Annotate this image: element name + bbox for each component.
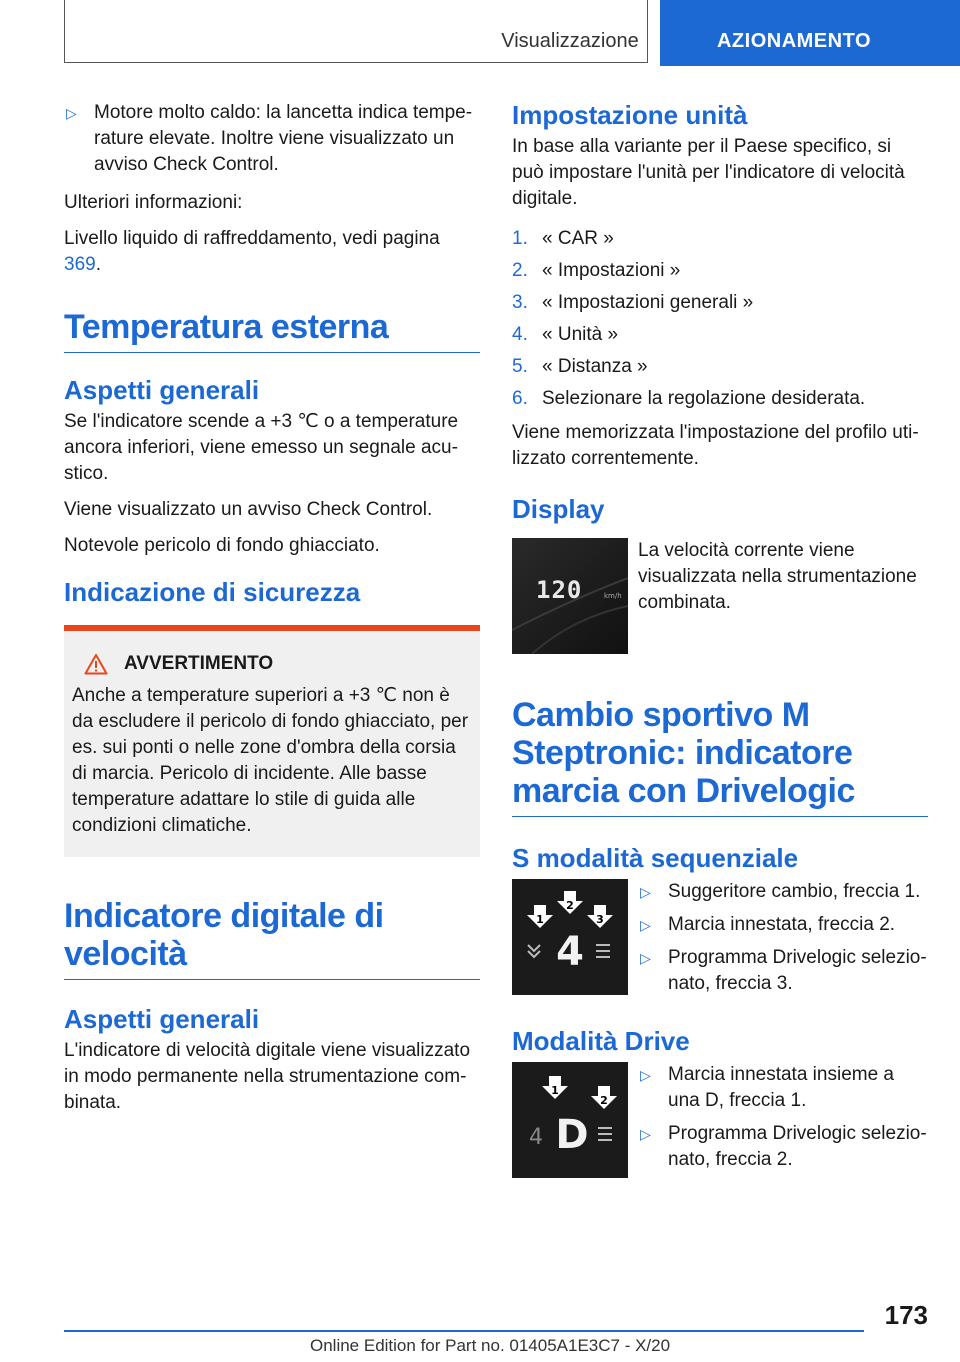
heading-drive-mode: Modalità Drive	[512, 1026, 690, 1056]
page-header	[0, 0, 960, 66]
drive-gear-image	[512, 1062, 628, 1178]
sequential-bullets	[638, 879, 928, 1004]
sequential-figure-row	[512, 879, 928, 1016]
paragraph: Notevole pericolo di fondo ghiacciato.	[64, 535, 380, 556]
warning-title: AVVERTIMENTO	[84, 653, 472, 675]
gear-number-small: 4	[529, 1125, 543, 1150]
sequential-gear-image	[512, 879, 628, 995]
bullet-list	[64, 100, 480, 178]
heading-sequential-mode: S modalità sequenziale	[512, 843, 799, 873]
list-item: ▷ Marcia innestata, freccia 2.	[638, 912, 928, 938]
list-item: ▷ Suggeritore cambio, freccia 1.	[638, 879, 928, 905]
heading-sport-transmission: Cambio sportivo M Steptronic: indicatore marcia con Drivelogic	[512, 696, 928, 817]
list-item: 5. « Distanza »	[512, 356, 648, 377]
list-item: ▷ Programma Drivelogic selezionato, freccia 3.	[640, 947, 927, 994]
list-item: 4. « Unità »	[512, 324, 619, 345]
svg-text:1: 1	[551, 1084, 559, 1097]
speed-unit: km/h	[604, 592, 622, 600]
page-reference-link[interactable]: 369	[64, 254, 96, 275]
speed-value: 120	[536, 576, 583, 604]
heading-safety-note: Indicazione di sicurezza	[64, 577, 361, 607]
list-item: 6. Selezionare la regolazione desiderata.	[512, 388, 866, 409]
list-item: ▷ Marcia innestata insieme a una D, freccia 1.	[640, 1064, 894, 1111]
display-description: La velocità corrente viene visualizzata nella strumentazione combinata.	[638, 540, 917, 613]
speed-display-image	[512, 538, 628, 654]
list-item: 2. « Impostazioni »	[512, 260, 681, 281]
triangle-bullet-icon: ▷	[640, 917, 651, 933]
svg-text:2: 2	[566, 899, 574, 912]
right-column	[512, 100, 928, 1192]
svg-text:3: 3	[596, 913, 604, 926]
edition-label: Online Edition for Part no. 01405A1E3C7 - X/20	[310, 1336, 671, 1355]
page-number: 173	[884, 1300, 928, 1330]
warning-triangle-icon	[84, 653, 108, 675]
paragraph: Viene visualizzato un avviso Check Control.	[64, 499, 433, 520]
triangle-bullet-icon: ▷	[66, 105, 77, 121]
triangle-bullet-icon: ▷	[640, 884, 651, 900]
heading-outside-temperature: Temperatura esterna	[64, 308, 480, 353]
warning-box	[64, 625, 480, 857]
heading-digital-speed: Indicatore digitale di velocità	[64, 897, 480, 980]
gear-letter: D	[555, 1112, 589, 1158]
drive-figure-row	[512, 1062, 928, 1192]
warning-text: Anche a temperature superiori a +3 ℃ non è da escludere il pericolo di fondo ghiacciato, per es. sui ponti o nelle zone d'ombra della corsia di marcia. Pericolo di incidente. Alle basse temperature adattare lo stile di guida alle condizioni climatiche.	[72, 685, 469, 836]
header-chapter-tab[interactable]	[660, 0, 960, 66]
svg-text:1: 1	[536, 913, 544, 926]
list-item: ▷ Programma Drivelogic selezionato, freccia 2.	[640, 1123, 927, 1170]
list-item: 3. « Impostazioni generali »	[512, 292, 754, 313]
display-figure-row	[512, 538, 928, 654]
heading-general-aspects: Aspetti generali	[64, 375, 260, 405]
paragraph: Se l'indicatore scende a +3 ℃ o a temperature ancora inferiori, viene emesso un segnale acustico.	[64, 411, 459, 484]
triangle-bullet-icon: ▷	[640, 1067, 651, 1083]
left-column	[64, 100, 480, 1126]
footer-divider	[64, 1330, 864, 1332]
list-item: ▷ Motore molto caldo: la lancetta indica temperature elevate. Inoltre viene visualizzato un avviso Check Control.	[66, 102, 473, 175]
drive-bullets	[638, 1062, 928, 1180]
heading-general-aspects-2: Aspetti generali	[64, 1004, 260, 1034]
more-info-label: Ulteriori informazioni:	[64, 192, 243, 213]
paragraph: L'indicatore di velocità digitale viene visualizzato in modo permanente nella strumentazione combinata.	[64, 1040, 471, 1113]
steps-list	[512, 226, 928, 412]
heading-unit-setting: Impostazione unità	[512, 100, 748, 130]
coolant-reference: Livello liquido di raffreddamento, vedi pagina 369.	[64, 228, 440, 275]
header-section-title: Visualizzazione	[501, 30, 639, 52]
list-item: 1. « CAR »	[512, 228, 614, 249]
paragraph: Viene memorizzata l'impostazione del profilo utilizzato correntemente.	[512, 422, 919, 469]
svg-text:2: 2	[600, 1094, 608, 1107]
paragraph: In base alla variante per il Paese specifico, si può impostare l'unità per l'indicatore di velocità digitale.	[512, 136, 905, 209]
triangle-bullet-icon: ▷	[640, 1126, 651, 1142]
heading-display: Display	[512, 494, 605, 524]
triangle-bullet-icon: ▷	[640, 950, 651, 966]
gear-number: 4	[556, 929, 584, 975]
header-chapter-label: AZIONAMENTO	[716, 30, 871, 52]
